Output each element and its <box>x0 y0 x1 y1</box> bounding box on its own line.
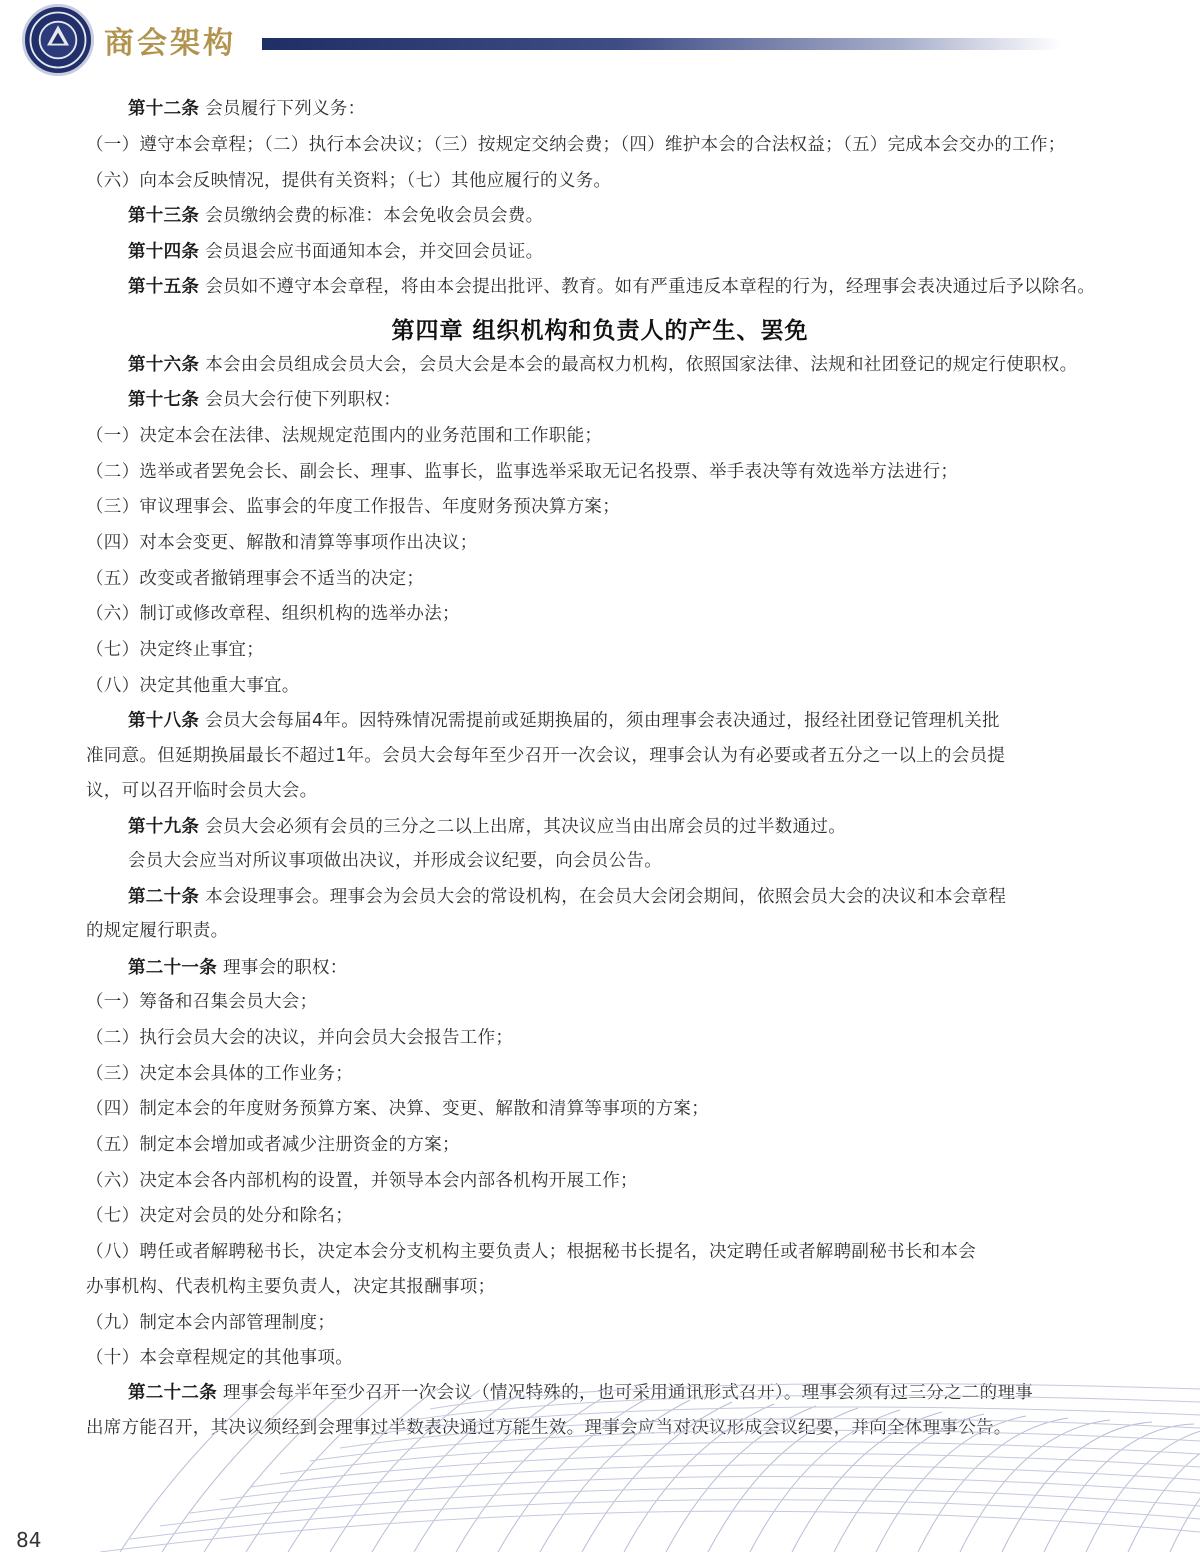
line-text: 会员大会每届4年。因特殊情况需提前或延期换届的，须由理事会表决通过，报经社团登记管理机关批 <box>205 711 1000 731</box>
line-text: 办事机构、代表机构主要负责人，决定其报酬事项； <box>86 1277 496 1297</box>
text-line <box>86 601 1086 627</box>
page-number: 84 <box>16 1528 42 1552</box>
article-number: 第十四条 <box>128 242 200 262</box>
article-number: 第十二条 <box>128 99 200 119</box>
line-text: 本会设理事会。理事会为会员大会的常设机构，在会员大会闭会期间，依照会员大会的决议和本会章程 <box>205 887 1007 907</box>
line-text: （八）聘任或者解聘秘书长，决定本会分支机构主要负责人；根据秘书长提名，决定聘任或者解聘副秘书长和本会 <box>86 1242 976 1262</box>
line-text: （一）筹备和召集会员大会； <box>86 992 318 1012</box>
chapter-heading: 第四章 组织机构和负责人的产生、罢免 <box>391 318 809 344</box>
line-text: （八）决定其他重大事宜。 <box>86 676 300 696</box>
line-text: （六）决定本会各内部机构的设置，并领导本会内部各机构开展工作； <box>86 1171 638 1191</box>
text-line <box>86 637 1086 663</box>
line-text: 理事会每半年至少召开一次会议（情况特殊的，也可采用通讯形式召开）。理事会须有过三分之二的理事 <box>223 1383 1034 1403</box>
article-line <box>128 387 1128 413</box>
line-text: 会员大会必须有会员的三分之二以上出席，其决议应当由出席会员的过半数通过。 <box>205 817 846 837</box>
article-number: 第二十二条 <box>128 1383 217 1403</box>
text-line <box>86 1096 1086 1122</box>
line-text: （四）制定本会的年度财务预算方案、决算、变更、解散和清算等事项的方案； <box>86 1099 709 1119</box>
text-line <box>86 1025 1086 1051</box>
text-line <box>86 743 1086 769</box>
line-text: （二）选举或者罢免会长、副会长、理事、监事长，监事选举采取无记名投票、举手表决等有效选举方法进行； <box>86 462 959 482</box>
line-text: （五）改变或者撤销理事会不适当的决定； <box>86 569 425 589</box>
text-line <box>86 1274 1086 1300</box>
article-number: 第十九条 <box>128 817 200 837</box>
text-line <box>86 1345 1086 1371</box>
line-text: （三）决定本会具体的工作业务； <box>86 1064 353 1084</box>
text-line <box>86 778 1086 804</box>
line-text: 会员缴纳会费的标准：本会免收会员会费。 <box>205 206 544 226</box>
text-line <box>86 1310 1086 1336</box>
article-number: 第十七条 <box>128 390 200 410</box>
line-text: （九）制定本会内部管理制度； <box>86 1313 336 1333</box>
line-text: （十）本会章程规定的其他事项。 <box>86 1348 353 1368</box>
text-line <box>128 848 1128 874</box>
text-line <box>86 673 1086 699</box>
line-text: （三）审议理事会、监事会的年度工作报告、年度财务预决算方案； <box>86 497 620 517</box>
article-number: 第十八条 <box>128 711 200 731</box>
line-text: （五）制定本会增加或者减少注册资金的方案； <box>86 1135 460 1155</box>
article-number: 第二十条 <box>128 887 200 907</box>
line-text: 本会由会员组成会员大会，会员大会是本会的最高权力机构，依照国家法律、法规和社团登记的规定行使职权。 <box>205 355 1078 375</box>
article-line <box>128 955 1128 981</box>
article-number: 第二十一条 <box>128 958 217 978</box>
line-text: 会员履行下列义务： <box>205 99 366 119</box>
article-line <box>128 814 1128 840</box>
line-text: 准同意。但延期换届最长不超过1年。会员大会每年至少召开一次会议，理事会认为有必要或者五分之一以上的会员提 <box>86 746 1006 766</box>
chamber-emblem-icon <box>22 4 94 76</box>
article-number: 第十五条 <box>128 277 200 297</box>
article-line <box>128 708 1128 734</box>
text-line <box>86 530 1086 556</box>
header-rule <box>262 38 1062 50</box>
text-line <box>86 132 1086 158</box>
line-text: （二）执行会员大会的决议，并向会员大会报告工作； <box>86 1028 514 1048</box>
line-text: （一）决定本会在法律、法规规定范围内的业务范围和工作职能； <box>86 426 603 446</box>
line-text: （六）向本会反映情况，提供有关资料；（七）其他应履行的义务。 <box>86 171 612 191</box>
header-title: 商会架构 <box>104 26 236 61</box>
article-line <box>128 239 1128 265</box>
line-text: 会员如不遵守本会章程，将由本会提出批评、教育。如有严重违反本章程的行为，经理事会表决通过后予以除名。 <box>205 277 1096 297</box>
text-line <box>86 1132 1086 1158</box>
text-line <box>86 1203 1086 1229</box>
text-line <box>86 168 1086 194</box>
article-line <box>128 352 1128 378</box>
line-text: （七）决定终止事宜； <box>86 640 264 660</box>
line-text: 出席方能召开，其决议须经到会理事过半数表决通过方能生效。理事会应当对决议形成会议纪要，并向全体理事公告。 <box>86 1418 1012 1438</box>
article-number: 第十三条 <box>128 206 200 226</box>
text-line <box>86 423 1086 449</box>
line-text: （一）遵守本会章程；（二）执行本会决议；（三）按规定交纳会费；（四）维护本会的合法权益；（五）完成本会交办的工作； <box>86 135 1066 155</box>
article-line <box>128 274 1128 300</box>
line-text: 会员大会应当对所议事项做出决议，并形成会议纪要，向会员公告。 <box>128 851 662 871</box>
article-line <box>128 203 1128 229</box>
text-line <box>86 1239 1086 1265</box>
text-line <box>86 1061 1086 1087</box>
text-line <box>86 918 1086 944</box>
line-text: （七）决定对会员的处分和除名； <box>86 1206 353 1226</box>
line-text: 理事会的职权： <box>223 958 348 978</box>
line-text: （六）制订或修改章程、组织机构的选举办法； <box>86 604 460 624</box>
text-line <box>86 494 1086 520</box>
text-line <box>86 459 1086 485</box>
text-line <box>86 566 1086 592</box>
article-number: 第十六条 <box>128 355 200 375</box>
decorative-mesh-graphic <box>0 1370 1200 1552</box>
line-text: 议，可以召开临时会员大会。 <box>86 781 318 801</box>
text-line <box>86 1168 1086 1194</box>
article-line <box>128 884 1128 910</box>
line-text: 的规定履行职责。 <box>86 921 229 941</box>
article-line <box>128 96 1128 122</box>
line-text: 会员大会行使下列职权： <box>205 390 402 410</box>
text-line <box>86 989 1086 1015</box>
line-text: （四）对本会变更、解散和清算等事项作出决议； <box>86 533 478 553</box>
line-text: 会员退会应书面通知本会，并交回会员证。 <box>205 242 544 262</box>
